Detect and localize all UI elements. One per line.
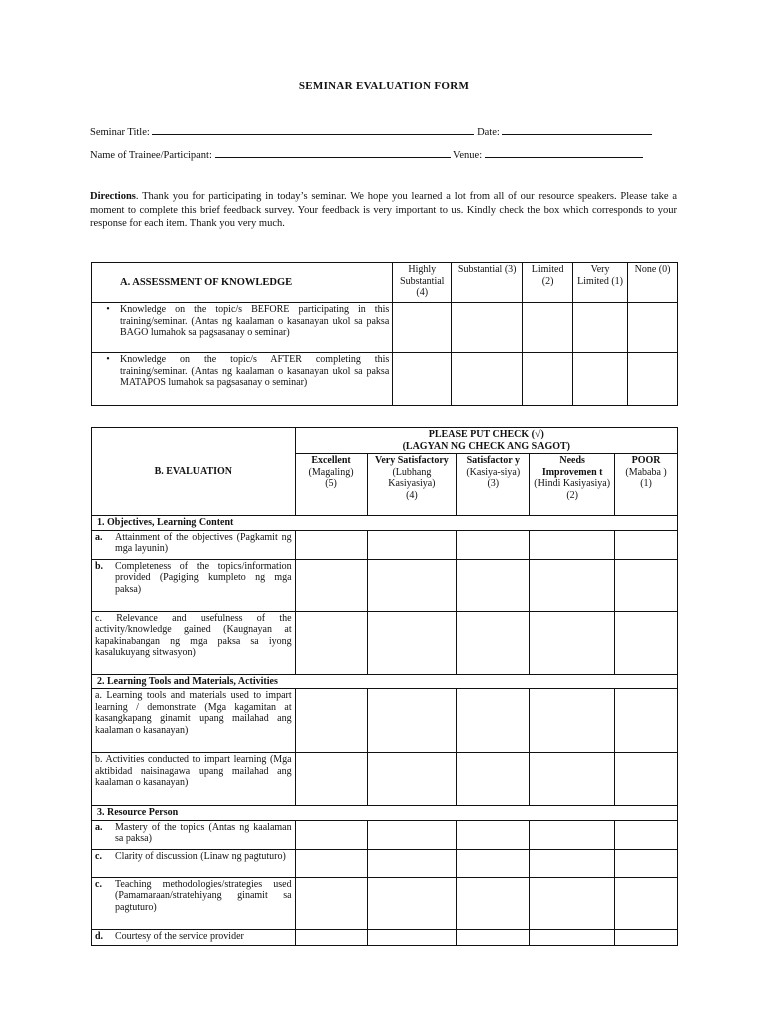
check-cell[interactable]: [530, 849, 615, 877]
check-cell[interactable]: [523, 353, 573, 406]
criterion-cell: a. Learning tools and materials used to impart learning / demonstrate (Mga kagamitan at kasangkapang ginamit upang mailahad ang kaalaman o kasanayan): [92, 689, 296, 753]
check-cell[interactable]: [530, 753, 615, 806]
knowledge-after-item: • Knowledge on the topic/s AFTER completing this training/seminar. (Antas ng kaalaman o kasanayan ukol sa paksa MATAPOS lumahok sa pagsasanay o seminar): [92, 353, 393, 406]
seminar-title-label: Seminar Title:: [90, 127, 150, 138]
check-cell[interactable]: [295, 753, 367, 806]
check-cell[interactable]: [530, 877, 615, 929]
column-header: Satisfactor y (Kasiya-siya) (3): [457, 454, 530, 516]
check-cell[interactable]: [457, 530, 530, 559]
table-row: [92, 877, 678, 929]
check-cell[interactable]: [530, 929, 615, 945]
check-cell[interactable]: [367, 753, 457, 806]
knowledge-before-item: • Knowledge on the topic/s BEFORE participating in this training/seminar. (Antas ng kaalaman o kasanayan ukol sa paksa BAGO lumahok sa pagsasanay o seminar): [92, 303, 393, 353]
participant-line: [90, 147, 643, 161]
check-cell[interactable]: [615, 559, 678, 611]
item-text: Knowledge on the topic/s BEFORE participating in this training/seminar. (Antas ng kaalaman o kasanayan ukol sa paksa BAGO lumahok sa pagsasanay o seminar): [120, 304, 390, 338]
group-title: 3. Resource Person: [92, 806, 678, 821]
directions-paragraph: [90, 190, 677, 231]
criterion-cell: c. Teaching methodologies/strategies used (Pamamaraan/stratehiyang ginamit sa pagtuturo): [92, 877, 296, 929]
criterion-cell: b. Completeness of the topics/information provided (Pagiging kumpleto ng mga paksa): [92, 559, 296, 611]
column-header: Limited (2): [523, 263, 573, 303]
column-header: Highly Substantial (4): [393, 263, 452, 303]
criterion-cell: c. Clarity of discussion (Linaw ng pagtuturo): [92, 849, 296, 877]
check-cell[interactable]: [393, 353, 452, 406]
column-header: None (0): [628, 263, 678, 303]
check-cell[interactable]: [295, 611, 367, 674]
check-cell[interactable]: [615, 849, 678, 877]
group-row: [92, 806, 678, 821]
check-cell[interactable]: [367, 559, 457, 611]
venue-field[interactable]: [485, 147, 643, 158]
check-instruction-line: PLEASE PUT CHECK (√): [428, 429, 544, 440]
check-cell[interactable]: [615, 929, 678, 945]
check-cell[interactable]: [628, 303, 678, 353]
check-cell[interactable]: [530, 689, 615, 753]
criterion-cell: a. Attainment of the objectives (Pagkamit ng mga layunin): [92, 530, 296, 559]
check-cell[interactable]: [367, 849, 457, 877]
table-row: [92, 820, 678, 849]
check-cell[interactable]: [523, 303, 573, 353]
table-a-header-row: [92, 263, 678, 303]
criterion-cell: c. Relevance and usefulness of the activity/knowledge gained (Kaugnayan at kapakinabangan ng mga paksa sa iyong kasalukuyang sitwasyon): [92, 611, 296, 674]
participant-name-field[interactable]: [215, 147, 451, 158]
directions-text: . Thank you for participating in today’s seminar. We hope you learned a lot from all of our resource speakers. Please take a moment to complete this brief feedback survey. Your feedback is very important to us. Kindly check the box which corresponds to your response for each item. Thank you very much.: [90, 191, 677, 229]
check-cell[interactable]: [530, 559, 615, 611]
form-title: SEMINAR EVALUATION FORM: [298, 80, 470, 92]
check-cell[interactable]: [295, 849, 367, 877]
table-row: [92, 849, 678, 877]
check-cell[interactable]: [573, 353, 628, 406]
table-row: [92, 611, 678, 674]
column-header: Very Limited (1): [573, 263, 628, 303]
check-cell[interactable]: [295, 689, 367, 753]
participant-name-label: Name of Trainee/Participant:: [90, 150, 212, 161]
check-cell[interactable]: [530, 530, 615, 559]
table-row: [92, 929, 678, 945]
check-cell[interactable]: [367, 929, 457, 945]
check-cell[interactable]: [295, 820, 367, 849]
check-cell[interactable]: [295, 530, 367, 559]
evaluation-table: [91, 427, 678, 946]
item-text: Knowledge on the topic/s AFTER completing this training/seminar. (Antas ng kaalaman o kasanayan ukol sa paksa MATAPOS lumahok sa pagsasanay o seminar): [120, 354, 390, 388]
table-row: [92, 689, 678, 753]
check-cell[interactable]: [628, 353, 678, 406]
date-field[interactable]: [502, 124, 652, 135]
check-cell[interactable]: [457, 753, 530, 806]
seminar-title-field[interactable]: [152, 124, 474, 135]
check-cell[interactable]: [452, 353, 523, 406]
seminar-title-line: [90, 124, 652, 138]
group-row: [92, 516, 678, 531]
venue-label: Venue:: [452, 150, 483, 161]
table-row: [92, 530, 678, 559]
assessment-of-knowledge-table: [91, 262, 678, 406]
section-b-heading: B. EVALUATION: [92, 428, 296, 516]
check-cell[interactable]: [295, 559, 367, 611]
check-instructions: [295, 428, 677, 454]
check-cell[interactable]: [452, 303, 523, 353]
check-cell[interactable]: [615, 753, 678, 806]
check-cell[interactable]: [367, 689, 457, 753]
criterion-cell: b. Activities conducted to impart learning (Mga aktibidad naisinagawa upang mailahad ang kaalaman o kasanayan): [92, 753, 296, 806]
table-row: [92, 753, 678, 806]
directions-label: Directions: [90, 191, 136, 202]
check-cell[interactable]: [457, 611, 530, 674]
check-cell[interactable]: [615, 530, 678, 559]
check-cell[interactable]: [530, 820, 615, 849]
check-cell[interactable]: [615, 689, 678, 753]
check-cell[interactable]: [367, 877, 457, 929]
column-header: Substantial (3): [452, 263, 523, 303]
column-header: Excellent (Magaling) (5): [295, 454, 367, 516]
group-title: 2. Learning Tools and Materials, Activities: [92, 674, 678, 689]
check-cell[interactable]: [457, 689, 530, 753]
table-row: [92, 353, 678, 406]
check-cell[interactable]: [457, 820, 530, 849]
check-cell[interactable]: [615, 611, 678, 674]
check-cell[interactable]: [457, 849, 530, 877]
check-cell[interactable]: [295, 877, 367, 929]
check-cell[interactable]: [573, 303, 628, 353]
column-header: Very Satisfactory (Lubhang Kasiyasiya) (4): [367, 454, 457, 516]
column-header: POOR (Mababa ) (1): [615, 454, 678, 516]
group-row: [92, 674, 678, 689]
group-title: 1. Objectives, Learning Content: [92, 516, 678, 531]
check-cell[interactable]: [393, 303, 452, 353]
criterion-cell: d. Courtesy of the service provider: [92, 929, 296, 945]
criterion-cell: a. Mastery of the topics (Antas ng kaalaman sa paksa): [92, 820, 296, 849]
table-row: [92, 303, 678, 353]
check-cell[interactable]: [530, 611, 615, 674]
table-row: [92, 559, 678, 611]
check-cell[interactable]: [457, 929, 530, 945]
check-instruction-line: (LAGYAN NG CHECK ANG SAGOT): [402, 440, 571, 452]
check-cell[interactable]: [615, 820, 678, 849]
check-cell[interactable]: [367, 820, 457, 849]
check-cell[interactable]: [295, 929, 367, 945]
check-cell[interactable]: [615, 877, 678, 929]
column-header: Needs Improvemen t (Hindi Kasiyasiya) (2): [530, 454, 615, 516]
table-b-header-row: [92, 428, 678, 454]
check-cell[interactable]: [457, 559, 530, 611]
check-cell[interactable]: [457, 877, 530, 929]
check-cell[interactable]: [367, 611, 457, 674]
section-a-heading: A. ASSESSMENT OF KNOWLEDGE: [92, 263, 393, 303]
check-cell[interactable]: [367, 530, 457, 559]
date-label: Date:: [477, 127, 500, 138]
